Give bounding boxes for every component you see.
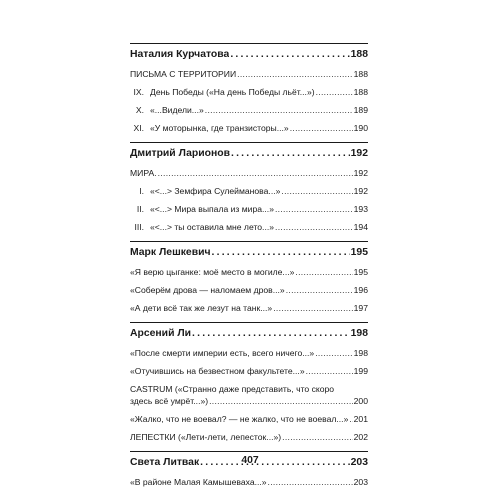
leader-dots [316, 86, 353, 98]
leader-dots [209, 395, 353, 407]
entry-page: 188 [353, 69, 368, 79]
toc-entry [130, 431, 368, 443]
author-entry [130, 147, 368, 161]
entry-page: 193 [353, 204, 368, 214]
table-of-contents [130, 43, 368, 496]
entry-title: «Соберём дрова — наломаем дров...» [130, 285, 285, 295]
leader-dots [205, 104, 353, 116]
toc-entry [130, 347, 368, 359]
author-entry [130, 327, 368, 341]
author-page: 198 [350, 328, 368, 339]
leader-dots [290, 122, 353, 134]
author-page: 203 [350, 457, 368, 468]
toc-section [130, 142, 368, 233]
entry-page: 194 [353, 222, 368, 232]
entry-title-cont: здесь всё умрёт...») [130, 396, 209, 406]
author-entry [130, 48, 368, 62]
leader-dots [231, 147, 350, 161]
toc-entry [130, 302, 368, 314]
entry-title: «...Видели...» [150, 105, 204, 115]
author-entry [130, 246, 368, 260]
entry-numeral: XI. [133, 123, 144, 133]
toc-subentry [130, 122, 368, 134]
leader-dots [192, 327, 350, 341]
entry-page: 197 [353, 303, 368, 313]
leader-dots [315, 347, 352, 359]
entry-title: «<...> Земфира Сулейманова...» [150, 186, 281, 196]
entry-page: 188 [353, 87, 368, 97]
toc-subentry [130, 104, 368, 116]
page-number: 407 [241, 455, 259, 466]
entry-page: 190 [353, 123, 368, 133]
toc-section [130, 241, 368, 314]
leader-dots [273, 302, 352, 314]
leader-dots [237, 68, 353, 80]
entry-title: CASTRUM («Странно даже представить, что скоро [130, 384, 335, 394]
toc-entry [130, 266, 368, 278]
entry-page: 192 [353, 186, 368, 196]
entry-page: 198 [353, 348, 368, 358]
entry-numeral: II. [136, 204, 144, 214]
entry-title: «У моторынка, где транзисторы...» [150, 123, 289, 133]
leader-dots [158, 167, 353, 179]
entry-title: «Жалко, что не воевал? — не жалко, что не воевал...» [130, 414, 349, 424]
entry-title: День Победы («На день Победы льёт...») [150, 87, 315, 97]
toc-entry [130, 167, 368, 179]
leader-dots [282, 431, 353, 443]
entry-page: 199 [353, 366, 368, 376]
leader-dots [212, 246, 350, 260]
entry-title: «А дети всё так же лезут на танк...» [130, 303, 273, 313]
entry-numeral: III. [134, 222, 144, 232]
author-name: Наталия Курчатова [130, 49, 230, 60]
entry-title: МИРА. [130, 168, 157, 178]
toc-section [130, 43, 368, 134]
leader-dots [306, 365, 353, 377]
entry-numeral: X. [135, 105, 144, 115]
entry-page: 195 [353, 267, 368, 277]
entry-page: 203 [353, 477, 368, 487]
entry-numeral: I. [139, 186, 144, 196]
toc-entry [130, 284, 368, 296]
leader-dots [268, 476, 353, 488]
entry-title: «Отучившись на безвестном факультете...» [130, 366, 305, 376]
toc-entry [130, 365, 368, 377]
leader-dots [275, 203, 353, 215]
entry-title: «<...> Мира выпала из мира...» [150, 204, 274, 214]
author-page: 195 [350, 247, 368, 258]
author-name: Дмитрий Ларионов [130, 148, 230, 159]
toc-entry [130, 476, 368, 488]
entry-page: 200 [353, 396, 368, 406]
leader-dots [286, 284, 353, 296]
author-name: Арсений Ли [130, 328, 192, 339]
entry-title: ЛЕПЕСТКИ («Лети-лети, лепесток...») [130, 432, 282, 442]
toc-subentry [130, 203, 368, 215]
leader-dots [295, 266, 352, 278]
author-name: Марк Лешкевич [130, 247, 211, 258]
author-page: 192 [350, 148, 368, 159]
toc-entry-multiline [130, 383, 368, 407]
entry-page: 189 [353, 105, 368, 115]
entry-page: 192 [353, 168, 368, 178]
leader-dots [275, 221, 353, 233]
leader-dots [349, 413, 352, 425]
toc-subentry [130, 185, 368, 197]
toc-subentry [130, 221, 368, 233]
entry-title: «В районе Малая Камышеваха...» [130, 477, 267, 487]
toc-entry [130, 68, 368, 80]
entry-title: ПИСЬМА С ТЕРРИТОРИИ [130, 69, 237, 79]
author-name: Света Литвак [130, 457, 200, 468]
entry-continuation [130, 395, 368, 407]
leader-dots [281, 185, 352, 197]
author-page: 188 [350, 49, 368, 60]
toc-entry [130, 413, 368, 425]
entry-title: «Я верю цыганке: моё место в могиле...» [130, 267, 295, 277]
entry-title: «<...> ты оставила мне лето...» [150, 222, 275, 232]
toc-section [130, 322, 368, 443]
leader-dots [230, 48, 349, 62]
entry-page: 202 [353, 432, 368, 442]
toc-subentry [130, 86, 368, 98]
entry-page: 196 [353, 285, 368, 295]
entry-title: «После смерти империи есть, всего ничего...» [130, 348, 315, 358]
entry-numeral: IX. [133, 87, 144, 97]
entry-page: 201 [353, 414, 368, 424]
